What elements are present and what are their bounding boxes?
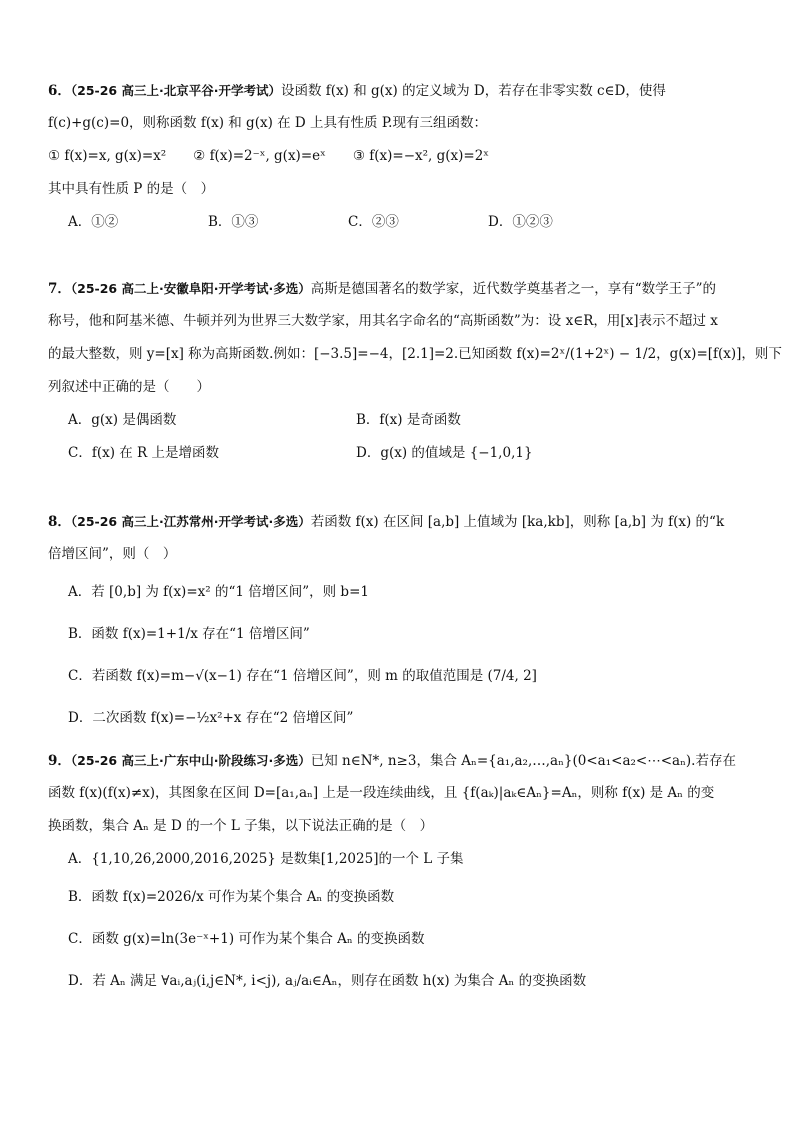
option-c[interactable]: C．②③ — [348, 214, 399, 230]
question-8-stem-line1: 8．（25-26 高三上·江苏常州·开学考试·多选）若函数 f(x) 在区间 [a,b] 上值域为 [ka,kb]，则称 [a,b] 为 f(x) 的“k — [48, 514, 725, 530]
option-d[interactable]: D．二次函数 f(x)=−½x²+x 存在“2 倍增区间” — [68, 710, 354, 726]
question-number: 7． — [48, 281, 71, 297]
question-number: 8． — [48, 514, 71, 530]
question-number: 9． — [48, 753, 71, 769]
question-7-options-row2 — [48, 437, 754, 470]
question-8 — [48, 505, 754, 739]
question-7-stem-line4: 列叙述中正确的是（ ） — [48, 379, 210, 395]
question-6-options — [48, 206, 754, 239]
option-c[interactable]: C．f(x) 在 R 上是增函数 — [68, 445, 220, 461]
question-6 — [48, 74, 754, 239]
option-b[interactable]: B．函数 f(x)=2026/x 可作为某个集合 Aₙ 的变换函数 — [68, 889, 395, 905]
question-9-stem-line1: 9．（25-26 高三上·广东中山·阶段练习·多选）已知 n∈N*, n≥3，集合 Aₙ={a₁,a₂,…,aₙ}(0<a₁<a₂<⋯<aₙ).若存在 — [48, 753, 736, 769]
option-d[interactable]: D．g(x) 的值域是 {−1,0,1} — [356, 445, 533, 461]
option-a[interactable]: A．g(x) 是偶函数 — [68, 412, 177, 428]
option-c[interactable]: C．若函数 f(x)=m−√(x−1) 存在“1 倍增区间”，则 m 的取值范围是 (7/4, 2] — [68, 668, 537, 684]
option-d[interactable]: D．若 Aₙ 满足 ∀aᵢ,aⱼ(i,j∈N*, i<j), aⱼ/aᵢ∈Aₙ，则存在函数 h(x) 为集合 Aₙ 的变换函数 — [68, 973, 587, 989]
option-a[interactable]: A．①② — [68, 214, 119, 230]
question-9-stem-line2: 函数 f(x)(f(x)≠x)，其图象在区间 D=[a₁,aₙ] 上是一段连续曲线，且 {f(aₖ)|aₖ∈Aₙ}=Aₙ，则称 f(x) 是 Aₙ 的变 — [48, 785, 715, 801]
option-b[interactable]: B．函数 f(x)=1+1/x 存在“1 倍增区间” — [68, 626, 310, 642]
question-source: （25-26 高二上·安徽阜阳·开学考试·多选） — [70, 281, 311, 296]
question-9-stem-line3: 换函数，集合 Aₙ 是 D 的一个 L 子集，以下说法正确的是（ ） — [48, 818, 434, 834]
question-7-stem-line3: 的最大整数，则 y=[x] 称为高斯函数.例如：[−3.5]=−4，[2.1]=2.已知函数 f(x)=2ˣ/(1+2ˣ) − 1/2，g(x)=[f(x)]，则下 — [48, 346, 782, 362]
option-c[interactable]: C．函数 g(x)=ln(3e⁻ˣ+1) 可作为某个集合 Aₙ 的变换函数 — [68, 931, 425, 947]
question-6-stem-line4: 其中具有性质 P 的是（ ） — [48, 181, 215, 197]
option-d[interactable]: D．①②③ — [488, 214, 553, 230]
question-6-stem-line3: ① f(x)=x, g(x)=x² ② f(x)=2⁻ˣ, g(x)=eˣ ③ f(x)=−x², g(x)=2ˣ — [48, 148, 490, 164]
question-7-stem-line2: 称号，他和阿基米德、牛顿并列为世界三大数学家，用其名字命名的“高斯函数”为：设 x∈R，用[x]表示不超过 x — [48, 313, 718, 329]
option-b[interactable]: B．f(x) 是奇函数 — [356, 412, 461, 428]
question-6-stem-line2: f(c)+g(c)=0，则称函数 f(x) 和 g(x) 在 D 上具有性质 P.现有三组函数： — [48, 115, 487, 131]
question-source: （25-26 高三上·北京平谷·开学考试） — [70, 83, 281, 98]
question-number: 6． — [48, 83, 71, 99]
question-7 — [48, 272, 782, 470]
question-9 — [48, 744, 754, 1002]
option-a[interactable]: A．{1,10,26,2000,2016,2025} 是数集[1,2025]的一个 L 子集 — [68, 851, 464, 867]
question-source: （25-26 高三上·广东中山·阶段练习·多选） — [70, 753, 311, 768]
question-8-stem-line2: 倍增区间”，则（ ） — [48, 546, 177, 562]
question-7-options-row1 — [48, 404, 754, 437]
question-6-stem-line1: 6．（25-26 高三上·北京平谷·开学考试）设函数 f(x) 和 g(x) 的定义域为 D，若存在非零实数 c∈D，使得 — [48, 83, 666, 99]
option-b[interactable]: B．①③ — [208, 214, 259, 230]
question-source: （25-26 高三上·江苏常州·开学考试·多选） — [70, 514, 311, 529]
question-7-stem-line1: 7．（25-26 高二上·安徽阜阳·开学考试·多选）高斯是德国著名的数学家，近代数学奠基者之一，享有“数学王子”的 — [48, 281, 717, 297]
option-a[interactable]: A．若 [0,b] 为 f(x)=x² 的“1 倍增区间”，则 b=1 — [68, 584, 369, 600]
